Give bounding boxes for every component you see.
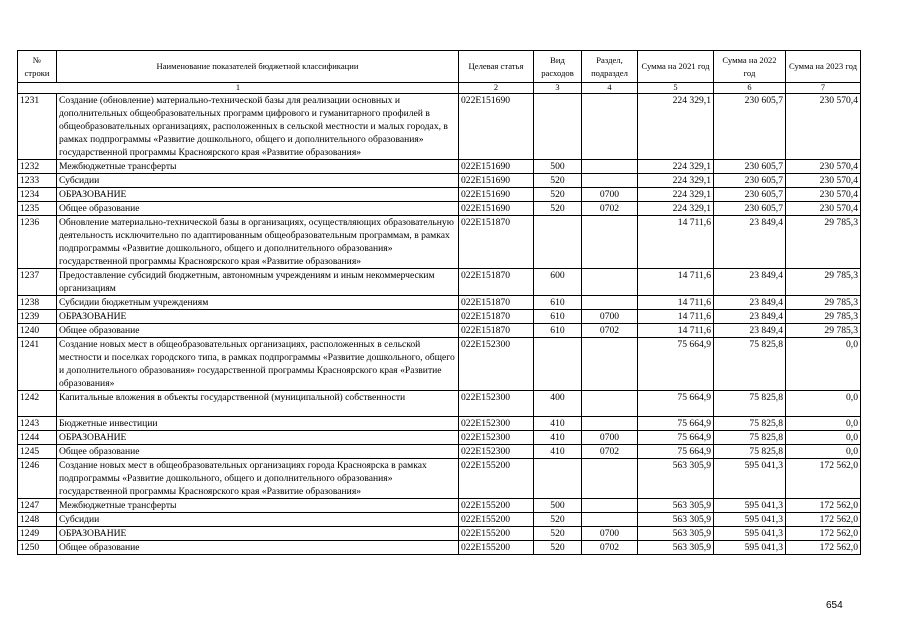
expense-type-cell: 600 [534, 269, 582, 296]
row-number-cell: 1239 [18, 310, 57, 324]
header-expense-type: Вид расходов [534, 51, 582, 83]
target-article-cell: 022E155200 [459, 499, 534, 513]
section-cell: 0702 [582, 541, 638, 555]
target-article-cell: 022E152300 [459, 417, 534, 431]
target-article-cell: 022E151690 [459, 174, 534, 188]
section-cell: 0702 [582, 445, 638, 459]
indicator-name-cell: Создание новых мест в общеобразовательных организациях, расположенных в сельской местности и поселках городского типа, в рамках подпрограммы «Развитие дошкольного, общего и дополнительного образования» государственной программы Красноярского края «Развитие образования» [57, 338, 459, 391]
table-header [18, 51, 861, 94]
row-number-cell: 1234 [18, 188, 57, 202]
expense-type-cell [534, 216, 582, 269]
table-body [18, 94, 861, 555]
header-section: Раздел, подраздел [582, 51, 638, 83]
sum-2022-cell: 230 605,7 [714, 94, 786, 160]
table-row [18, 459, 861, 499]
section-cell [582, 499, 638, 513]
row-number-cell: 1242 [18, 391, 57, 417]
indicator-name-cell: Предоставление субсидий бюджетным, автономным учреждениям и иным некоммерческим организациям [57, 269, 459, 296]
sum-2023-cell: 230 570,4 [786, 160, 861, 174]
section-cell: 0700 [582, 527, 638, 541]
sum-2023-cell: 172 562,0 [786, 459, 861, 499]
header-sum-2022: Сумма на 2022 год [714, 51, 786, 83]
section-cell: 0700 [582, 310, 638, 324]
target-article-cell: 022E155200 [459, 459, 534, 499]
target-article-cell: 022E155200 [459, 513, 534, 527]
header-row-no: № строки [18, 51, 57, 83]
indicator-name-cell: Общее образование [57, 541, 459, 555]
sum-2022-cell: 75 825,8 [714, 445, 786, 459]
section-cell [582, 459, 638, 499]
sum-2021-cell: 563 305,9 [638, 527, 714, 541]
column-number: 2 [459, 83, 534, 94]
sum-2022-cell: 23 849,4 [714, 269, 786, 296]
sum-2023-cell: 0,0 [786, 417, 861, 431]
expense-type-cell: 520 [534, 541, 582, 555]
table-row [18, 499, 861, 513]
indicator-name-cell: Создание новых мест в общеобразовательных организациях города Красноярска в рамках подпрограммы «Развитие дошкольного, общего и дополнительного образования» государственной программы Красноярского края «Развитие образования» [57, 459, 459, 499]
section-cell [582, 296, 638, 310]
sum-2023-cell: 29 785,3 [786, 310, 861, 324]
sum-2022-cell: 230 605,7 [714, 202, 786, 216]
row-number-cell: 1248 [18, 513, 57, 527]
expense-type-cell: 520 [534, 513, 582, 527]
sum-2022-cell: 230 605,7 [714, 174, 786, 188]
section-cell [582, 269, 638, 296]
indicator-name-cell: Капитальные вложения в объекты государственной (муниципальной) собственности [57, 391, 459, 417]
expense-type-cell: 610 [534, 310, 582, 324]
expense-type-cell [534, 338, 582, 391]
table-row [18, 527, 861, 541]
column-number: 3 [534, 83, 582, 94]
sum-2022-cell: 23 849,4 [714, 324, 786, 338]
section-cell [582, 160, 638, 174]
table-row [18, 417, 861, 431]
row-number-cell: 1249 [18, 527, 57, 541]
sum-2022-cell: 75 825,8 [714, 338, 786, 391]
sum-2022-cell: 75 825,8 [714, 417, 786, 431]
target-article-cell: 022E152300 [459, 338, 534, 391]
sum-2021-cell: 75 664,9 [638, 431, 714, 445]
sum-2023-cell: 0,0 [786, 391, 861, 417]
column-number: 6 [714, 83, 786, 94]
expense-type-cell: 520 [534, 527, 582, 541]
column-number: 5 [638, 83, 714, 94]
target-article-cell: 022E151690 [459, 188, 534, 202]
target-article-cell: 022E151690 [459, 160, 534, 174]
sum-2023-cell: 172 562,0 [786, 513, 861, 527]
sum-2021-cell: 224 329,1 [638, 174, 714, 188]
column-number: 7 [786, 83, 861, 94]
sum-2022-cell: 595 041,3 [714, 527, 786, 541]
table-row [18, 174, 861, 188]
section-cell [582, 94, 638, 160]
section-cell [582, 513, 638, 527]
sum-2021-cell: 75 664,9 [638, 338, 714, 391]
sum-2022-cell: 595 041,3 [714, 499, 786, 513]
sum-2021-cell: 563 305,9 [638, 459, 714, 499]
indicator-name-cell: Общее образование [57, 445, 459, 459]
row-number-cell: 1233 [18, 174, 57, 188]
sum-2022-cell: 595 041,3 [714, 541, 786, 555]
sum-2022-cell: 230 605,7 [714, 160, 786, 174]
target-article-cell: 022E152300 [459, 431, 534, 445]
column-number: 1 [18, 83, 459, 94]
sum-2021-cell: 224 329,1 [638, 188, 714, 202]
expense-type-cell [534, 94, 582, 160]
row-number-cell: 1235 [18, 202, 57, 216]
row-number-cell: 1236 [18, 216, 57, 269]
table-row [18, 324, 861, 338]
expense-type-cell: 500 [534, 160, 582, 174]
expense-type-cell: 400 [534, 391, 582, 417]
table-row [18, 269, 861, 296]
expense-type-cell: 500 [534, 499, 582, 513]
sum-2021-cell: 14 711,6 [638, 269, 714, 296]
target-article-cell: 022E155200 [459, 527, 534, 541]
page-number: 654 [826, 600, 843, 611]
section-cell [582, 174, 638, 188]
sum-2023-cell: 230 570,4 [786, 188, 861, 202]
column-number-row [18, 83, 861, 94]
indicator-name-cell: Субсидии [57, 174, 459, 188]
indicator-name-cell: Обновление материально-технической базы в организациях, осуществляющих образовательную деятельность исключительно по адаптированным общеобразовательным программам, в рамках подпрограммы «Развитие дошкольного, общего и дополнительного образования» государственной программы Красноярского края «Развитие образования» [57, 216, 459, 269]
row-number-cell: 1232 [18, 160, 57, 174]
sum-2023-cell: 172 562,0 [786, 527, 861, 541]
header-sum-2023: Сумма на 2023 год [786, 51, 861, 83]
sum-2021-cell: 563 305,9 [638, 541, 714, 555]
row-number-cell: 1243 [18, 417, 57, 431]
section-cell [582, 417, 638, 431]
target-article-cell: 022E151690 [459, 94, 534, 160]
section-cell [582, 338, 638, 391]
table-row [18, 513, 861, 527]
sum-2021-cell: 14 711,6 [638, 296, 714, 310]
section-cell: 0702 [582, 324, 638, 338]
indicator-name-cell: Общее образование [57, 324, 459, 338]
expense-type-cell: 610 [534, 296, 582, 310]
indicator-name-cell: ОБРАЗОВАНИЕ [57, 310, 459, 324]
expense-type-cell: 410 [534, 445, 582, 459]
sum-2021-cell: 224 329,1 [638, 202, 714, 216]
indicator-name-cell: ОБРАЗОВАНИЕ [57, 527, 459, 541]
table-row [18, 296, 861, 310]
sum-2022-cell: 75 825,8 [714, 391, 786, 417]
sum-2021-cell: 75 664,9 [638, 445, 714, 459]
sum-2023-cell: 230 570,4 [786, 94, 861, 160]
sum-2022-cell: 595 041,3 [714, 459, 786, 499]
row-number-cell: 1245 [18, 445, 57, 459]
sum-2021-cell: 75 664,9 [638, 391, 714, 417]
table-row [18, 94, 861, 160]
target-article-cell: 022E151690 [459, 202, 534, 216]
section-cell [582, 216, 638, 269]
indicator-name-cell: Межбюджетные трансферты [57, 160, 459, 174]
row-number-cell: 1231 [18, 94, 57, 160]
sum-2021-cell: 224 329,1 [638, 94, 714, 160]
table-row [18, 216, 861, 269]
sum-2021-cell: 563 305,9 [638, 513, 714, 527]
sum-2021-cell: 224 329,1 [638, 160, 714, 174]
indicator-name-cell: Бюджетные инвестиции [57, 417, 459, 431]
sum-2023-cell: 172 562,0 [786, 499, 861, 513]
target-article-cell: 022E151870 [459, 296, 534, 310]
indicator-name-cell: Общее образование [57, 202, 459, 216]
indicator-name-cell: Межбюджетные трансферты [57, 499, 459, 513]
sum-2022-cell: 23 849,4 [714, 310, 786, 324]
indicator-name-cell: Создание (обновление) материально-технической базы для реализации основных и дополнительных общеобразовательных программ цифрового и гуманитарного профилей в общеобразовательных организациях, расположенных в сельской местности и малых городах, в рамках подпрограммы «Развитие дошкольного, общего и дополнительного образования» государственной программы Красноярского края «Развитие образования» [57, 94, 459, 160]
column-number: 4 [582, 83, 638, 94]
budget-table [17, 50, 861, 555]
sum-2021-cell: 14 711,6 [638, 216, 714, 269]
target-article-cell: 022E151870 [459, 269, 534, 296]
sum-2023-cell: 0,0 [786, 338, 861, 391]
row-number-cell: 1246 [18, 459, 57, 499]
sum-2023-cell: 172 562,0 [786, 541, 861, 555]
sum-2023-cell: 0,0 [786, 431, 861, 445]
section-cell: 0702 [582, 202, 638, 216]
header-sum-2021: Сумма на 2021 год [638, 51, 714, 83]
row-number-cell: 1250 [18, 541, 57, 555]
header-target: Целевая статья [459, 51, 534, 83]
sum-2023-cell: 29 785,3 [786, 216, 861, 269]
table-row [18, 445, 861, 459]
sum-2023-cell: 29 785,3 [786, 296, 861, 310]
table-row [18, 310, 861, 324]
indicator-name-cell: Субсидии бюджетным учреждениям [57, 296, 459, 310]
sum-2023-cell: 230 570,4 [786, 202, 861, 216]
sum-2021-cell: 14 711,6 [638, 324, 714, 338]
row-number-cell: 1238 [18, 296, 57, 310]
sum-2023-cell: 29 785,3 [786, 269, 861, 296]
table-row [18, 431, 861, 445]
table-row [18, 391, 861, 417]
sum-2023-cell: 0,0 [786, 445, 861, 459]
sum-2023-cell: 230 570,4 [786, 174, 861, 188]
target-article-cell: 022E152300 [459, 445, 534, 459]
expense-type-cell: 410 [534, 431, 582, 445]
table-row [18, 160, 861, 174]
sum-2023-cell: 29 785,3 [786, 324, 861, 338]
sum-2021-cell: 14 711,6 [638, 310, 714, 324]
target-article-cell: 022E151870 [459, 216, 534, 269]
section-cell: 0700 [582, 431, 638, 445]
sum-2022-cell: 23 849,4 [714, 216, 786, 269]
row-number-cell: 1247 [18, 499, 57, 513]
table-row [18, 338, 861, 391]
target-article-cell: 022E151870 [459, 310, 534, 324]
indicator-name-cell: Субсидии [57, 513, 459, 527]
sum-2022-cell: 23 849,4 [714, 296, 786, 310]
section-cell [582, 391, 638, 417]
target-article-cell: 022E152300 [459, 391, 534, 417]
expense-type-cell: 610 [534, 324, 582, 338]
sum-2022-cell: 230 605,7 [714, 188, 786, 202]
sum-2021-cell: 563 305,9 [638, 499, 714, 513]
target-article-cell: 022E155200 [459, 541, 534, 555]
expense-type-cell: 520 [534, 202, 582, 216]
row-number-cell: 1244 [18, 431, 57, 445]
row-number-cell: 1240 [18, 324, 57, 338]
table-row [18, 541, 861, 555]
table-row [18, 188, 861, 202]
sum-2021-cell: 75 664,9 [638, 417, 714, 431]
expense-type-cell: 410 [534, 417, 582, 431]
table-row [18, 202, 861, 216]
section-cell: 0700 [582, 188, 638, 202]
indicator-name-cell: ОБРАЗОВАНИЕ [57, 188, 459, 202]
row-number-cell: 1237 [18, 269, 57, 296]
header-name: Наименование показателей бюджетной классификации [57, 51, 459, 83]
expense-type-cell: 520 [534, 188, 582, 202]
expense-type-cell [534, 459, 582, 499]
target-article-cell: 022E151870 [459, 324, 534, 338]
sum-2022-cell: 595 041,3 [714, 513, 786, 527]
indicator-name-cell: ОБРАЗОВАНИЕ [57, 431, 459, 445]
row-number-cell: 1241 [18, 338, 57, 391]
sum-2022-cell: 75 825,8 [714, 431, 786, 445]
expense-type-cell: 520 [534, 174, 582, 188]
